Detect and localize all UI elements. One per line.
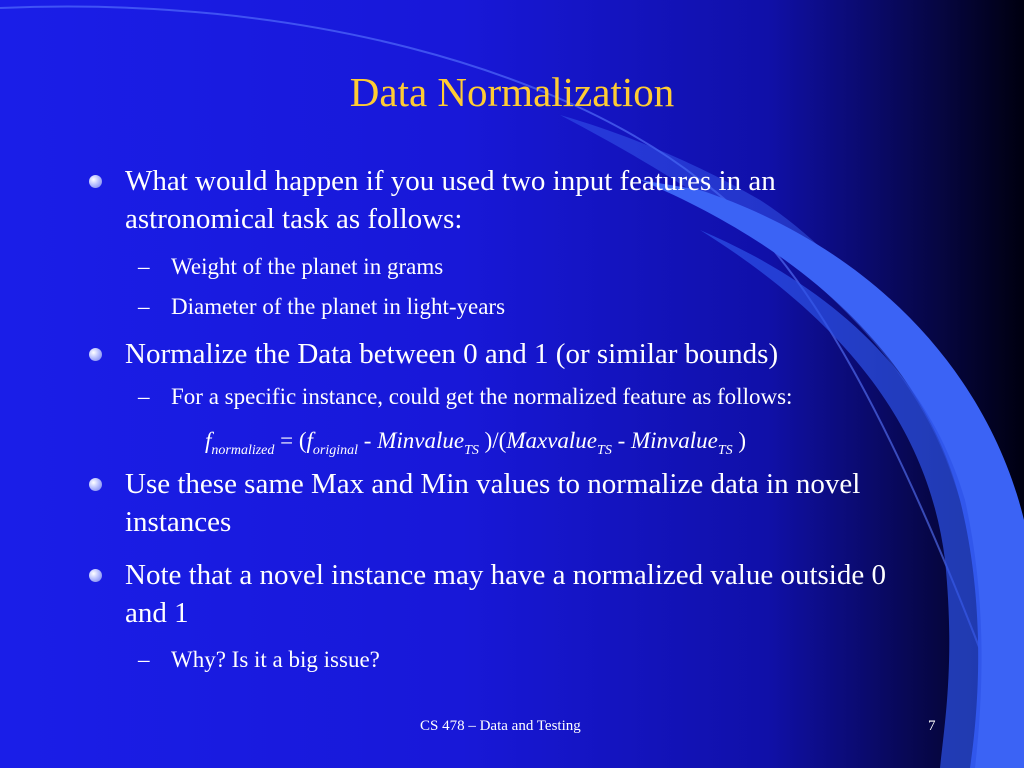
sub-bullet-2-1 <box>138 383 971 411</box>
formula-maxvalue: Maxvalue <box>506 428 598 453</box>
formula-f: f <box>306 428 313 453</box>
sub-bullet-2-1-text: For a specific instance, could get the normalized feature as follows: <box>171 384 793 409</box>
formula-equals-open: = ( <box>274 428 307 453</box>
formula-subscript-ts: TS <box>717 443 733 458</box>
sub-bullet-4-1-text: Why? Is it a big issue? <box>171 647 380 672</box>
dash-icon: – <box>138 294 150 319</box>
formula-divide: )/( <box>478 428 507 453</box>
formula-subscript-normalized: normalized <box>211 443 275 458</box>
page-number: 7 <box>928 718 936 734</box>
formula-minvalue: Minvalue <box>377 428 465 453</box>
bullet-3-text: Use these same Max and Min values to normalize data in novel instances <box>125 468 861 538</box>
formula-subscript-original: original <box>312 443 359 458</box>
formula-minus: - <box>611 428 631 453</box>
bullet-2-text: Normalize the Data between 0 and 1 (or similar bounds) <box>125 338 779 370</box>
formula-f: f <box>205 428 212 453</box>
bullet-3 <box>125 465 925 541</box>
dash-icon: – <box>138 647 150 672</box>
normalization-formula <box>205 427 747 458</box>
sub-bullet-1-2-text: Diameter of the planet in light-years <box>171 294 506 319</box>
bullet-1 <box>125 162 925 238</box>
formula-minvalue: Minvalue <box>631 428 718 453</box>
dash-icon: – <box>138 384 150 409</box>
bullet-1-text: What would happen if you used two input features in an astronomical task as follows: <box>125 165 776 235</box>
dash-icon: – <box>138 254 150 279</box>
sub-bullet-1-1-text: Weight of the planet in grams <box>171 254 444 279</box>
formula-close: ) <box>732 428 747 453</box>
sub-bullet-1-1 <box>138 253 971 281</box>
formula-subscript-ts: TS <box>464 443 479 458</box>
bullet-dot-icon <box>89 175 102 188</box>
bullet-4 <box>125 556 925 632</box>
sub-bullet-1-2 <box>138 293 971 321</box>
bullet-dot-icon <box>89 569 102 582</box>
formula-minus: - <box>358 428 378 453</box>
bullet-4-text: Note that a novel instance may have a normalized value outside 0 and 1 <box>125 559 886 629</box>
slide-title: Data Normalization <box>349 69 675 115</box>
footer-course: CS 478 – Data and Testing <box>420 718 581 734</box>
formula-subscript-ts: TS <box>597 443 612 458</box>
bullet-dot-icon <box>89 478 102 491</box>
bullet-2 <box>125 335 925 373</box>
sub-bullet-4-1 <box>138 646 971 674</box>
bullet-dot-icon <box>89 348 102 361</box>
